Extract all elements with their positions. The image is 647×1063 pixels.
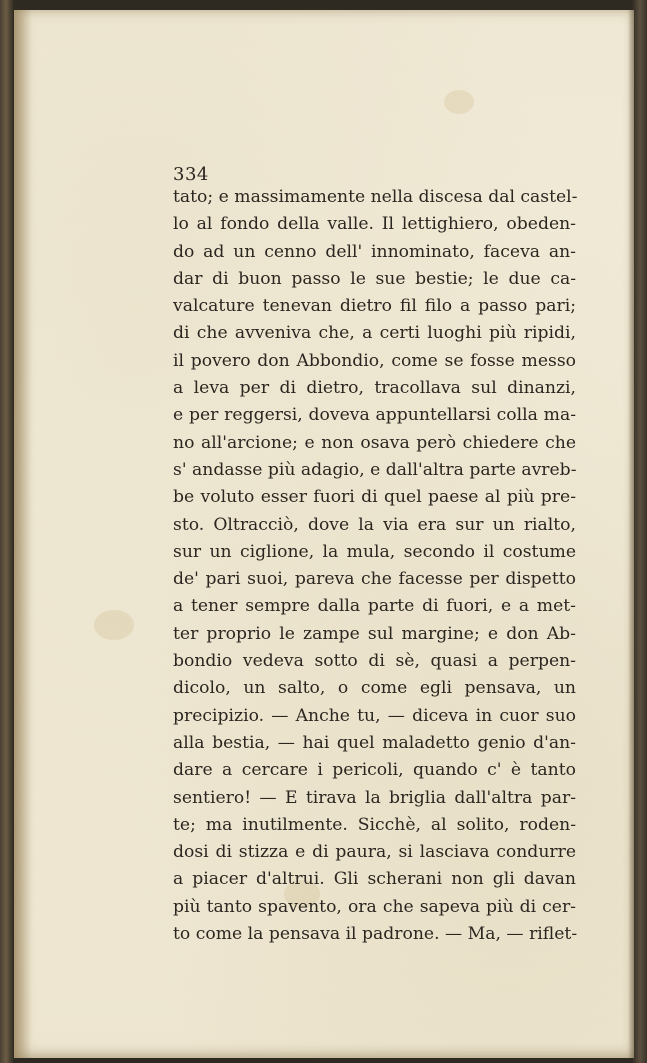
text-line: precipizio. — Anche tu, — diceva in cuor suo bbox=[173, 705, 576, 726]
text-line: ter proprio le zampe sul margine; e don Ab- bbox=[173, 623, 576, 644]
text-line: a leva per di dietro, tracollava sul dinanzi, bbox=[173, 378, 576, 399]
text-line: il povero don Abbondio, come se fosse messo bbox=[173, 350, 576, 371]
page-edge-shadow bbox=[628, 10, 634, 1058]
text-line: più tanto spavento, ora che sapeva più di cer- bbox=[173, 896, 576, 917]
page-number: 334 bbox=[173, 164, 209, 185]
text-line: di che avveniva che, a certi luoghi più ripidi, bbox=[173, 323, 576, 344]
text-line: dicolo, un salto, o come egli pensava, un bbox=[173, 678, 576, 699]
text-line: sur un ciglione, la mula, secondo il costume bbox=[173, 541, 576, 562]
paper-stain bbox=[444, 90, 474, 114]
text-line: a piacer d'altrui. Gli scherani non gli davan bbox=[173, 869, 576, 890]
text-line: alla bestia, — hai quel maladetto genio d'an- bbox=[173, 732, 576, 753]
text-line: de' pari suoi, pareva che facesse per dispetto bbox=[173, 569, 576, 590]
text-line: valcature tenevan dietro fil filo a passo pari; bbox=[173, 296, 576, 317]
text-line: te; ma inutilmente. Sicchè, al solito, roden- bbox=[173, 814, 576, 835]
text-line: dosi di stizza e di paura, si lasciava condurre bbox=[173, 842, 576, 863]
body-text bbox=[173, 184, 576, 948]
text-line: do ad un cenno dell' innominato, faceva an- bbox=[173, 241, 576, 262]
binding-shadow bbox=[14, 10, 32, 1058]
paper-stain bbox=[94, 610, 134, 640]
text-line: bondio vedeva sotto di sè, quasi a perpen- bbox=[173, 651, 576, 672]
text-line: sto. Oltracciò, dove la via era sur un rialto, bbox=[173, 514, 576, 535]
text-line: to come la pensava il padrone. — Ma, — riflet- bbox=[173, 924, 578, 945]
text-line: sentiero! — E tirava la briglia dall'altra par- bbox=[173, 787, 576, 808]
text-line: e per reggersi, doveva appuntellarsi colla ma- bbox=[173, 405, 576, 426]
text-line: dare a cercare i pericoli, quando c' è tanto bbox=[173, 760, 576, 781]
text-line: tato; e massimamente nella discesa dal castel- bbox=[173, 187, 578, 207]
text-line: s' andasse più adagio, e dall'altra parte avreb- bbox=[173, 459, 577, 480]
paper-sheet bbox=[14, 10, 634, 1058]
text-line: dar di buon passo le sue bestie; le due ca- bbox=[173, 268, 576, 289]
text-line: be voluto esser fuori di quel paese al più pre- bbox=[173, 487, 576, 508]
text-line: no all'arcione; e non osava però chiedere che bbox=[173, 432, 576, 453]
text-line: lo al fondo della valle. Il lettighiero, obeden- bbox=[173, 214, 576, 235]
text-line: a tener sempre dalla parte di fuori, e a met- bbox=[173, 596, 576, 617]
